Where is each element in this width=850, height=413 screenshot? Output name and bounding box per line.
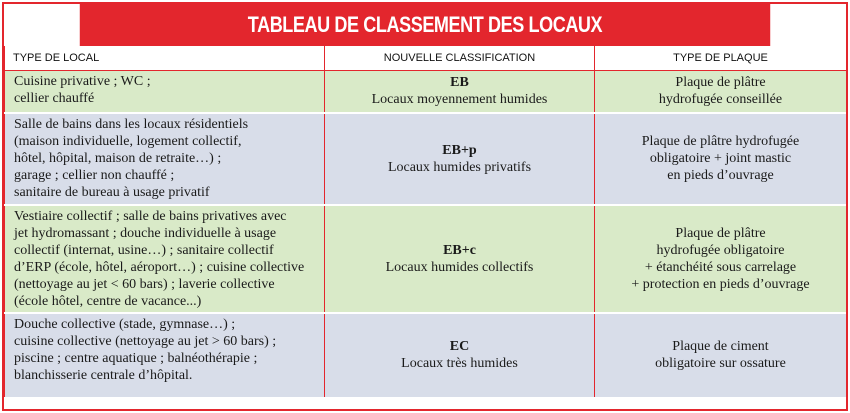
classification-cell	[325, 313, 595, 398]
plaque-line: Plaque de plâtre hydrofugée	[641, 134, 800, 149]
plaque-cell	[595, 205, 847, 313]
header-nouvelle-classification: NOUVELLE CLASSIFICATION	[325, 46, 595, 71]
plaque-line: hydrofugée conseillée	[658, 92, 783, 108]
plaque-cell	[595, 71, 847, 113]
type-de-local-cell	[5, 313, 325, 398]
plaque-line: Plaque de plâtre	[675, 75, 766, 91]
classification-table-frame	[2, 2, 848, 411]
table-row-eb-c	[5, 205, 847, 313]
classification-label: Locaux humides privatifs	[387, 159, 532, 175]
plaque-line: Plaque de plâtre	[675, 225, 766, 241]
type-line: piscine ; centre aquatique ; balnéothérapie ;	[14, 350, 258, 366]
type-de-local-cell	[5, 71, 325, 113]
type-line: Douche collective (stade, gymnase…) ;	[14, 316, 236, 332]
table-row-eb	[5, 71, 847, 113]
type-line: (école hôtel, centre de vacance...)	[14, 293, 202, 309]
type-line: hôtel, hôpital, maison de retraite…) ;	[14, 150, 222, 166]
classification-cell	[325, 113, 595, 205]
table-row-ec	[5, 313, 847, 398]
type-line: blanchisserie centrale d’hôpital.	[14, 367, 193, 383]
classification-table	[4, 46, 847, 399]
classification-cell	[325, 71, 595, 113]
classification-label: Locaux moyennement humides	[371, 92, 548, 108]
classification-label: Locaux humides collectifs	[385, 259, 534, 275]
plaque-line: hydrofugée obligatoire	[656, 242, 785, 258]
classification-code: EB+p	[442, 142, 477, 158]
type-line: d’ERP (école, hôtel, aéroport…) ; cuisine collective	[14, 259, 305, 275]
type-line: cellier chauffé	[14, 91, 95, 106]
classification-label: Locaux très humides	[401, 356, 518, 371]
type-line: (nettoyage au jet < 60 bars) ; laverie collective	[14, 276, 275, 292]
type-line: cuisine collective (nettoyage au jet > 60 bars) ;	[14, 333, 277, 349]
header-type-de-local: TYPE DE LOCAL	[5, 46, 325, 71]
plaque-line: + protection en pieds d’ouvrage	[631, 276, 810, 292]
plaque-line: en pieds d’ouvrage	[667, 168, 774, 183]
plaque-line: obligatoire + joint mastic	[649, 151, 792, 166]
plaque-cell	[595, 313, 847, 398]
header-type-de-plaque: TYPE DE PLAQUE	[595, 46, 847, 71]
classification-cell	[325, 205, 595, 313]
table-row-eb-p	[5, 113, 847, 205]
type-line: jet hydromassant ; douche individuelle à usage	[14, 225, 277, 241]
type-line: collectif (internat, usine…) ; sanitaire collectif	[14, 242, 274, 258]
classification-code: EB+c	[443, 242, 476, 258]
type-line: sanitaire de bureau à usage privatif	[14, 184, 210, 200]
type-de-local-cell	[5, 205, 325, 313]
type-line: Salle de bains dans les locaux résidentiels	[14, 116, 249, 132]
type-de-local-cell	[5, 113, 325, 205]
plaque-line: obligatoire sur ossature	[655, 356, 786, 371]
type-line: Vestiaire collectif ; salle de bains privatives avec	[14, 208, 287, 224]
plaque-cell	[595, 113, 847, 205]
type-line: Cuisine privative ; WC ;	[14, 74, 151, 89]
plaque-line: + étanchéité sous carrelage	[644, 259, 797, 275]
classification-code: EC	[449, 339, 470, 354]
header-row	[5, 46, 847, 71]
plaque-line: Plaque de ciment	[672, 339, 769, 354]
table-title: TABLEAU DE CLASSEMENT DES LOCAUX	[80, 4, 770, 46]
classification-code: EB	[450, 75, 469, 91]
type-line: (maison individuelle, logement collectif,	[14, 133, 242, 149]
type-line: garage ; cellier non chauffé ;	[14, 167, 175, 183]
